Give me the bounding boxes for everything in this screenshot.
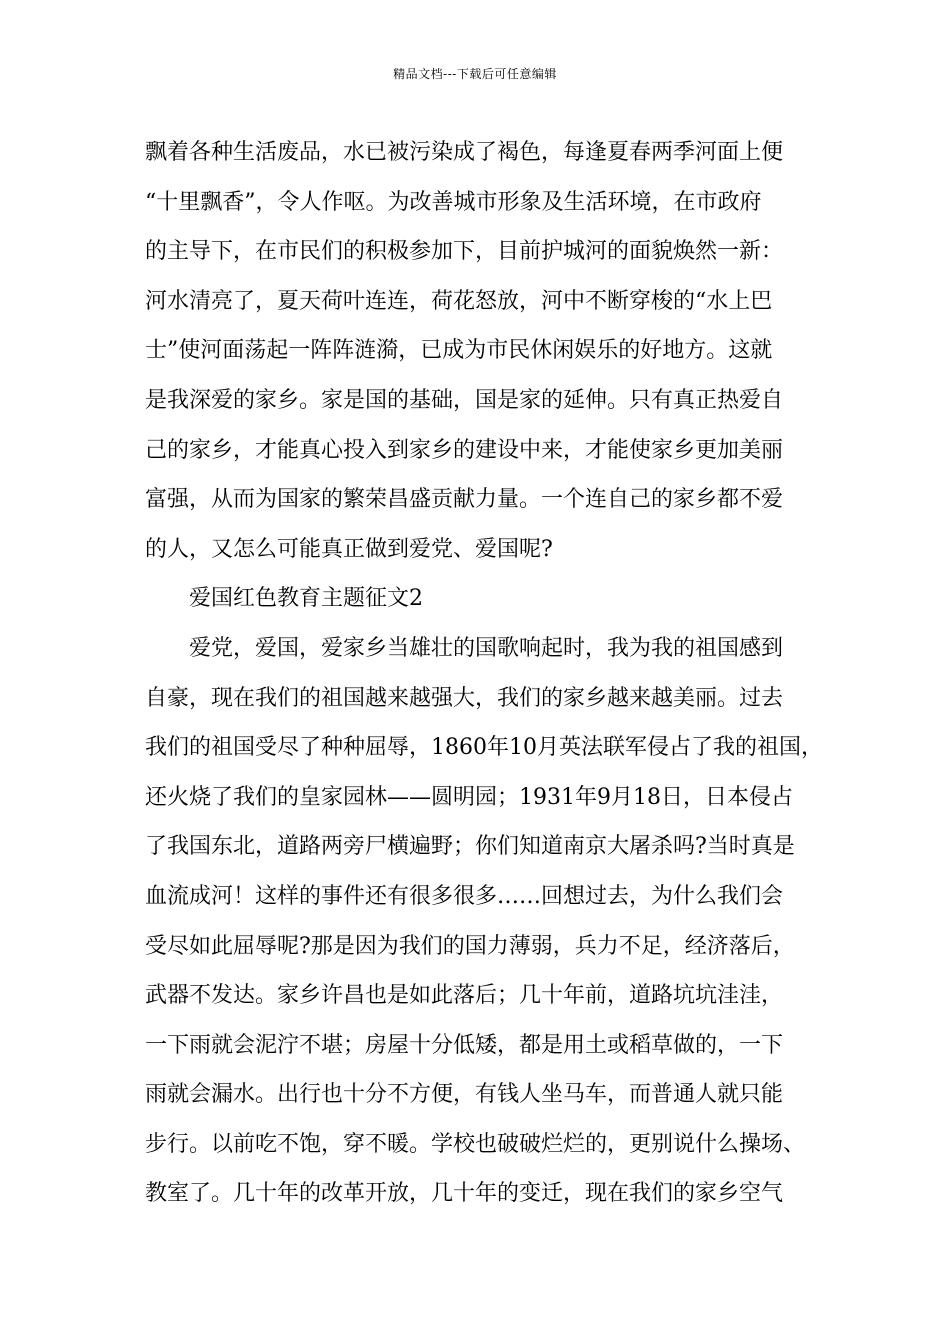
text-line: 步行。以前吃不饱，穿不暖。学校也破破烂烂的，更别说什么操场、 [145, 1131, 806, 1157]
text-line: 是我深爱的家乡。家是国的基础，国是家的延伸。只有真正热爱自 [145, 387, 784, 413]
text-line: 的主导下，在市民们的积极参加下，目前护城河的面貌焕然一新： [145, 239, 784, 265]
page-header: 精品文档---下载后可任意编辑 [393, 67, 557, 81]
text-line: 我们的祖国受尽了种种屈辱，1860年10月英法联军侵占了我的祖国， [145, 735, 823, 761]
text-line: 自豪，现在我们的祖国越来越强大，我们的家乡越来越美丽。过去 [145, 685, 784, 711]
text-line: 教室了。几十年的改革开放，几十年的变迁，现在我们的家乡空气 [145, 1181, 784, 1207]
text-line: 士”使河面荡起一阵阵涟漪，已成为市民休闲娱乐的好地方。这就 [145, 338, 773, 364]
text-line: 雨就会漏水。出行也十分不方便，有钱人坐马车，而普通人就只能 [145, 1082, 784, 1108]
text-line: 己的家乡，才能真心投入到家乡的建设中来，才能使家乡更加美丽 [145, 437, 784, 463]
text-line: 还火烧了我们的皇家园林——圆明园；1931年9月18日，日本侵占 [145, 784, 793, 810]
text-line: 武器不发达。家乡许昌也是如此落后；几十年前，道路坑坑洼洼， [145, 983, 784, 1009]
text-line: 了我国东北，道路两旁尸横遍野；你们知道南京大屠杀吗?当时真是 [145, 834, 795, 860]
document-body [145, 128, 835, 1219]
text-line: 一下雨就会泥泞不堪；房屋十分低矮，都是用土或稻草做的，一下 [145, 1032, 784, 1058]
text-line: 血流成河！这样的事件还有很多很多……回想过去，为什么我们会 [145, 883, 784, 909]
text-line: 飘着各种生活废品，水已被污染成了褐色，每逢夏春两季河面上便 [145, 140, 784, 165]
text-line: 受尽如此屈辱呢?那是因为我们的国力薄弱，兵力不足，经济落后， [145, 933, 795, 959]
text-line: 富强，从而为国家的繁荣昌盛贡献力量。一个连自己的家乡都不爱 [145, 487, 784, 513]
section-heading: 爱国红色教育主题征文2 [189, 586, 423, 612]
text-line: 的人，又怎么可能真正做到爱党、爱国呢? [145, 536, 553, 562]
text-line: “十里飘香”，令人作呕。为改善城市形象及生活环境，在市政府 [145, 189, 762, 215]
paragraph-first-line: 爱党，爱国，爱家乡当雄壮的国歌响起时，我为我的祖国感到 [189, 635, 784, 661]
text-line: 河水清亮了，夏天荷叶连连，荷花怒放，河中不断穿梭的“水上巴 [145, 288, 773, 314]
